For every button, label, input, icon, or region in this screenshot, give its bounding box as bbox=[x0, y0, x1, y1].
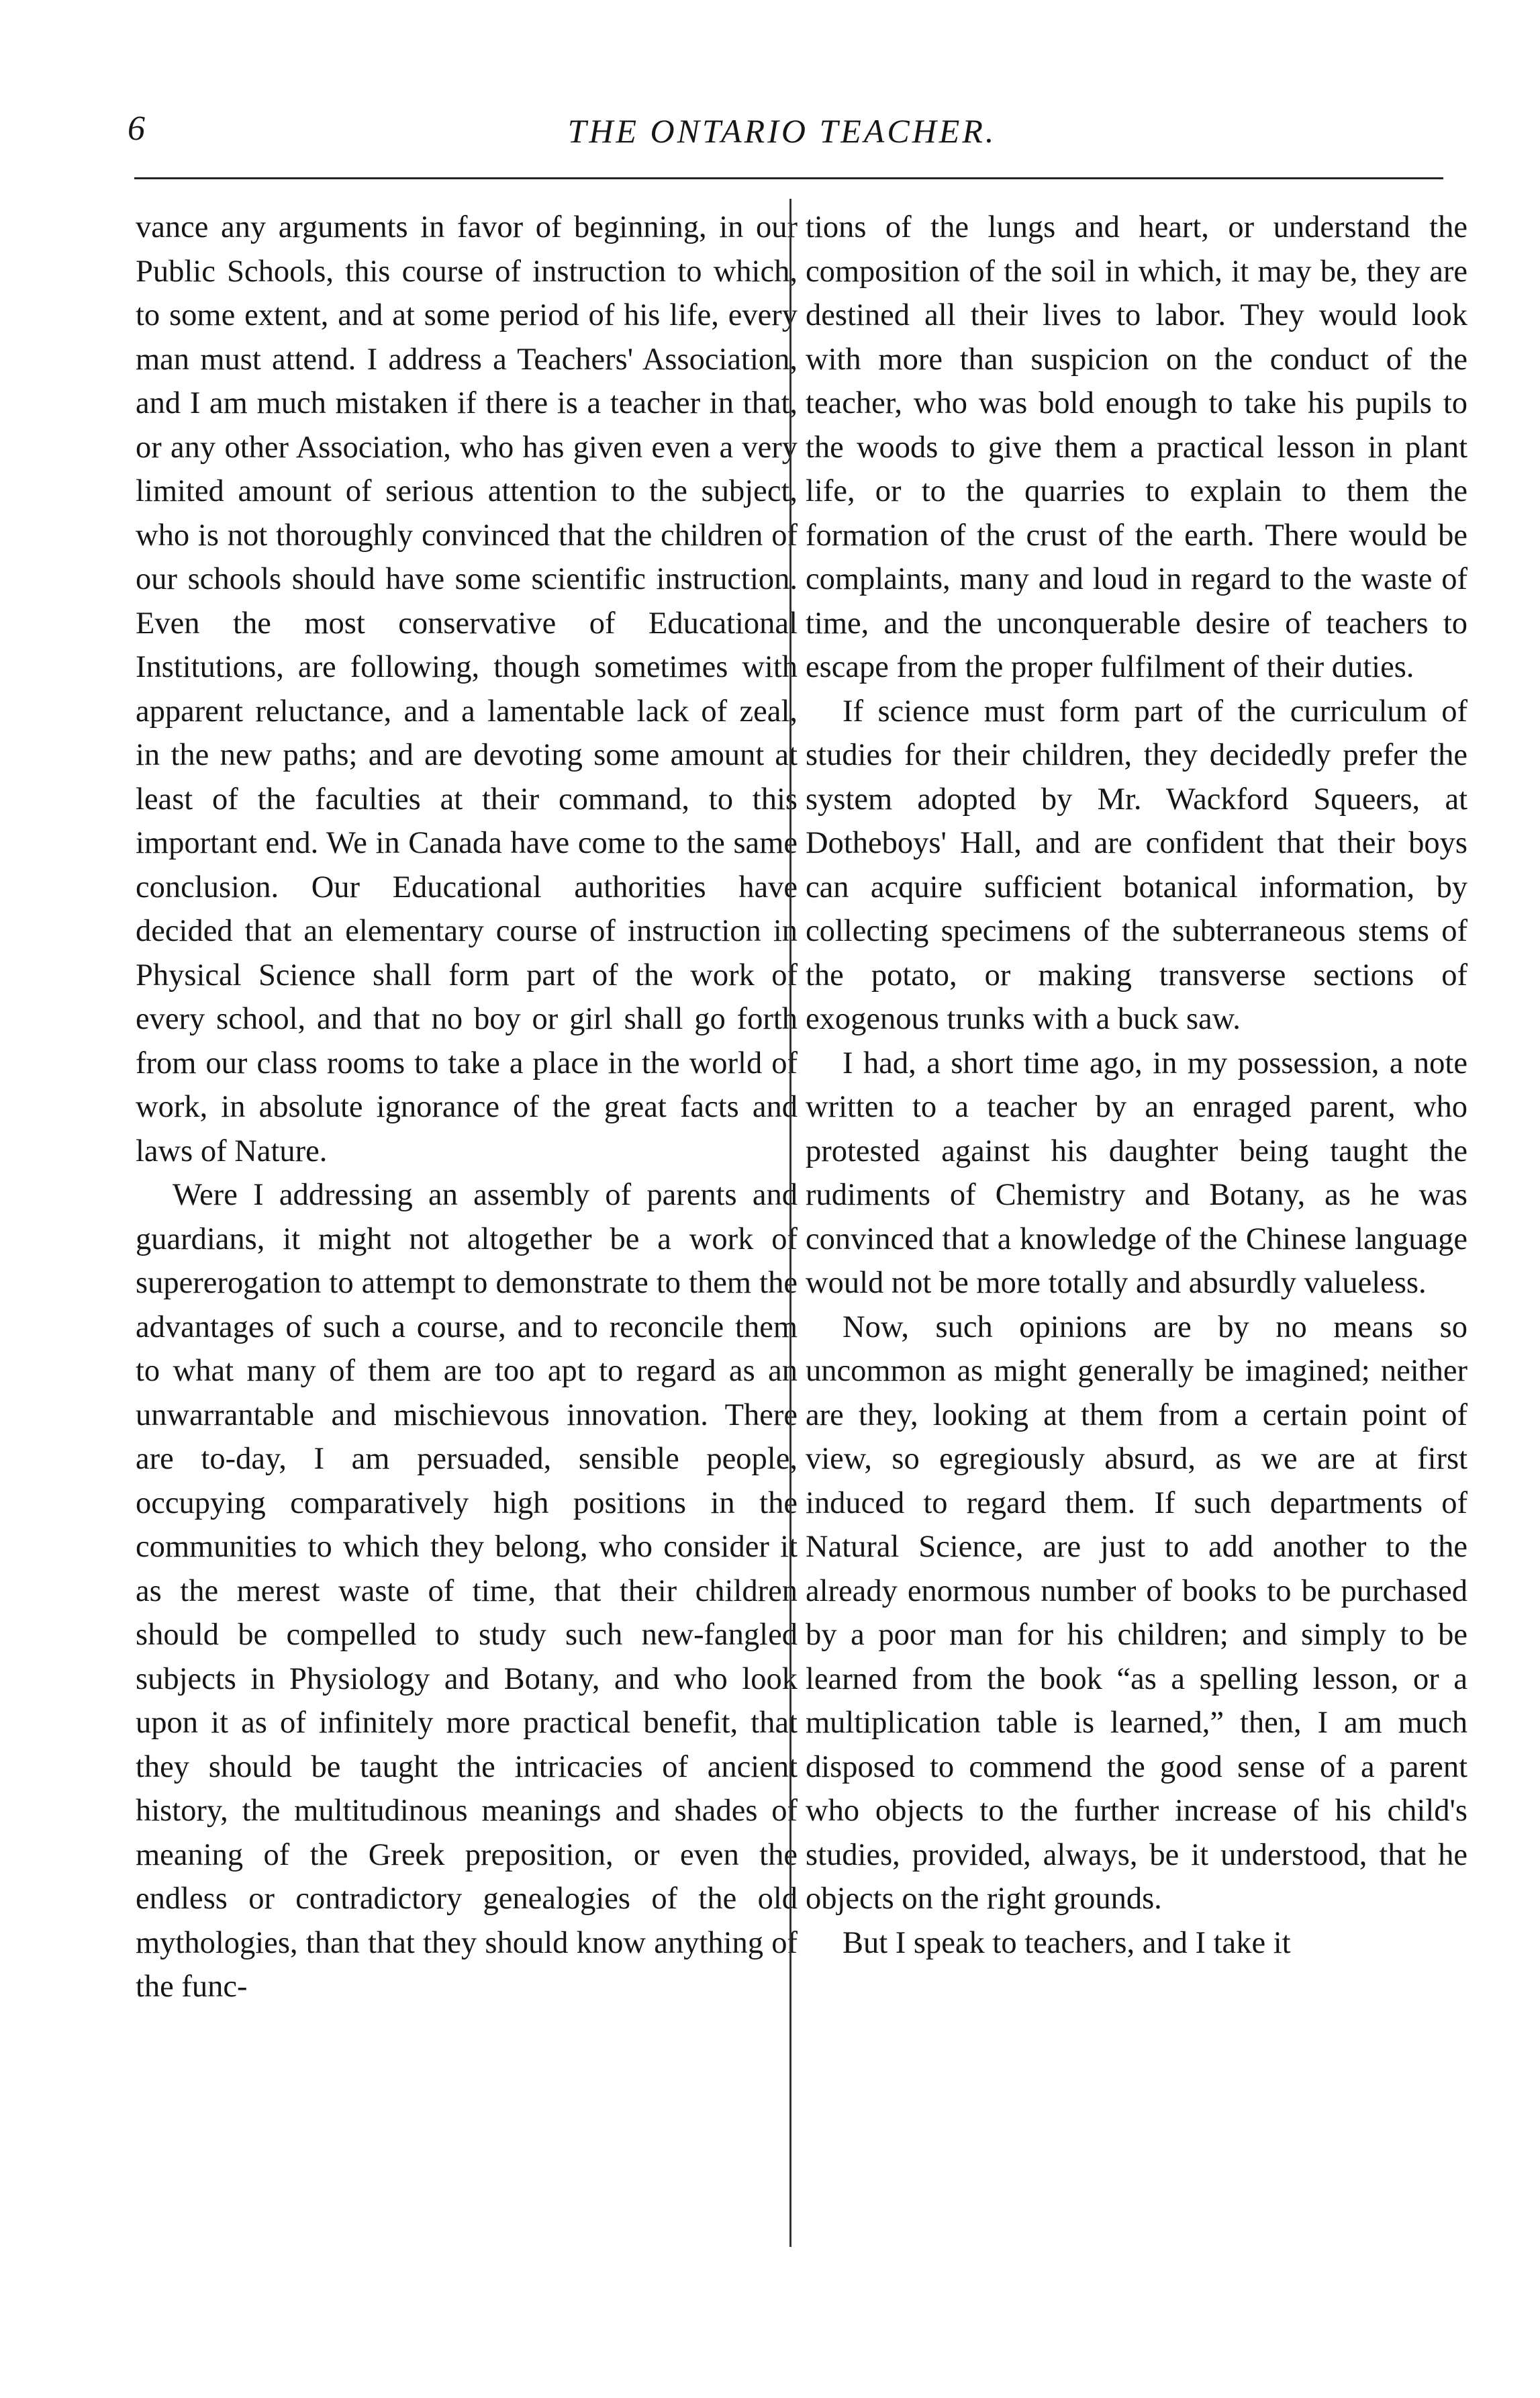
left-column bbox=[136, 205, 798, 2260]
paragraph: Now, such opinions are by no means so uncommon as might generally be imagined; neither are they, looking at them from a certain point of view, so egregiously absurd, as we are at first induced to regard them. If such departments of Natural Science, are just to add another to the already enormous number of books to be purchased by a poor man for his children; and simply to be learned from the book “as a spelling lesson, or a multiplication table is learned,” then, I am much disposed to commend the good sense of a parent who objects to the further increase of his child's studies, provided, always, be it understood, that he objects on the right grounds. bbox=[806, 1309, 1467, 1916]
paragraph: But I speak to teachers, and I take it bbox=[843, 1925, 1291, 1960]
header-rule bbox=[134, 177, 1443, 179]
right-column bbox=[806, 205, 1467, 2260]
paragraph: Were I addressing an assembly of parents and guardians, it might not altogether be a work of supererogation to attempt to demonstrate to them the advantages of such a course, and to reconcile them to what many of them are too apt to regard as an unwarrantable and mischievous innovation. There are to-day, I am persuaded, sensible people, occupying comparatively high positions in the communities to which they belong, who consider it as the merest waste of time, that their children should be compelled to study such new-fangled subjects in Physiology and Botany, and who look upon it as of infinitely more practical benefit, that they should be taught the intricacies of ancient history, the multitudinous meanings and shades of meaning of the Greek preposition, or even the endless or contradictory genealogies of the old mythologies, than that they should know anything of the func- bbox=[136, 1178, 798, 2004]
column-divider bbox=[789, 199, 791, 2247]
paragraph: I had, a short time ago, in my possession, a note written to a teacher by an enraged parent, who protested against his daughter being taught the rudiments of Chemistry and Botany, as he was convinced that a knowledge of the Chinese language would not be more totally and absurdly valueless. bbox=[806, 1046, 1467, 1300]
paragraph: If science must form part of the curriculum of studies for their children, they decidedly prefer the system adopted by Mr. Wackford Squeers, at Dotheboys' Hall, and are confident that their boys can acquire sufficient botanical information, by collecting specimens of the subterraneous stems of the potato, or making transverse sections of exogenous trunks with a buck saw. bbox=[806, 694, 1467, 1036]
running-title: THE ONTARIO TEACHER. bbox=[567, 112, 997, 150]
paragraph: vance any arguments in favor of beginning, in our Public Schools, this course of instruction to which, to some extent, and at some period of his life, every man must attend. I address a Teachers' Association, and I am much mistaken if there is a teacher in that, or any other Association, who has given even a very limited amount of serious attention to the subject, who is not thoroughly convinced that the children of our schools should have some scientific instruction. Even the most conservative of Educational Institutions, are following, though sometimes with apparent reluctance, and a lamentable lack of zeal, in the new paths; and are devoting some amount at least of the faculties at their command, to this important end. We in Canada have come to the same conclusion. Our Educational authorities have decided that an elementary course of instruction in Physical Science shall form part of the work of every school, and that no boy or girl shall go forth from our class rooms to take a place in the world of work, in absolute ignorance of the great facts and laws of Nature. bbox=[136, 210, 798, 1168]
page-number: 6 bbox=[128, 109, 145, 148]
paragraph: tions of the lungs and heart, or understand the composition of the soil in which, it may be, they are destined all their lives to labor. They would look with more than suspicion on the conduct of the teacher, who was bold enough to take his pupils to the woods to give them a practical lesson in plant life, or to the quarries to explain to them the formation of the crust of the earth. There would be complaints, many and loud in regard to the waste of time, and the unconquerable desire of teachers to escape from the proper fulfilment of their duties. bbox=[806, 210, 1467, 684]
page-header bbox=[128, 94, 1437, 161]
